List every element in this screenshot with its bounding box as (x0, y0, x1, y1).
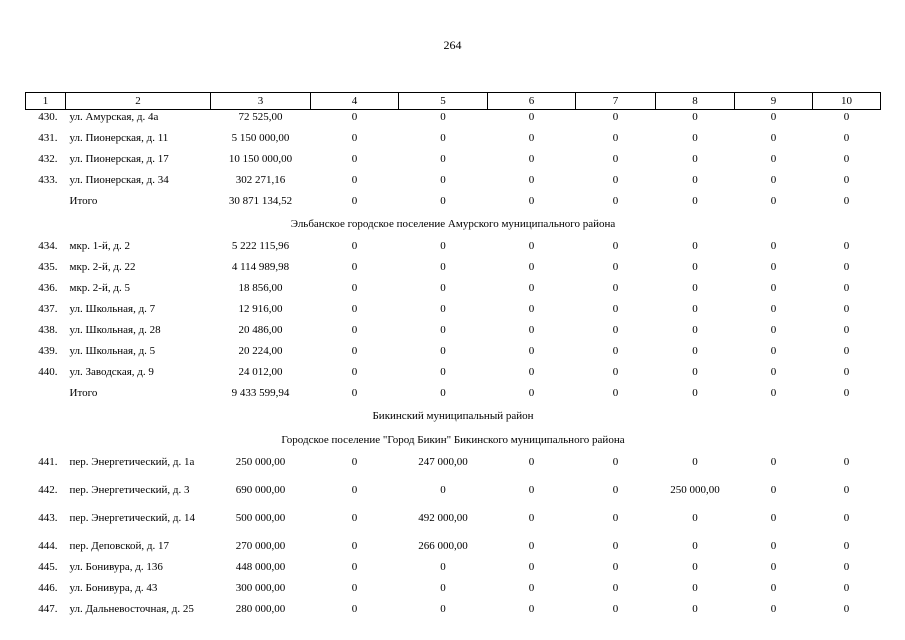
row-number: 439. (38, 345, 58, 357)
address: мкр. 2-й, д. 22 (69, 261, 136, 273)
col-7-value: 0 (612, 540, 619, 552)
table-row (26, 344, 881, 365)
amount: 302 271,16 (235, 174, 286, 186)
col-5-value: 0 (440, 484, 446, 496)
col-5-value: 0 (440, 582, 446, 594)
col-8-value: 0 (692, 261, 698, 273)
col-6-value: 0 (528, 195, 535, 207)
row-number: 432. (38, 153, 58, 165)
col-7-value: 0 (612, 512, 619, 524)
column-header: 6 (488, 93, 576, 110)
col-7-value: 0 (612, 153, 619, 165)
col-8-value: 0 (692, 153, 698, 165)
table-row (26, 539, 881, 560)
row-number (26, 386, 66, 407)
col-8-value: 0 (692, 345, 698, 357)
row-number: 431. (38, 132, 58, 144)
row-number: 440. (38, 366, 58, 378)
amount: 30 871 134,52 (228, 195, 293, 207)
col-6-value: 0 (528, 484, 535, 496)
table-row (26, 194, 881, 215)
col-9-value: 0 (770, 240, 777, 252)
row-number (26, 194, 66, 215)
table-row (26, 323, 881, 344)
col-5-value: 0 (440, 195, 446, 207)
col-10-value: 0 (843, 111, 850, 123)
col-5-value: 492 000,00 (418, 512, 468, 524)
col-10-value: 0 (843, 261, 850, 273)
table-row (26, 386, 881, 407)
row-number: 434. (38, 240, 58, 252)
amount: 20 486,00 (238, 324, 283, 336)
table-row (26, 483, 881, 511)
col-4-value: 0 (351, 261, 358, 273)
column-header: 1 (26, 93, 66, 110)
row-number: 446. (38, 582, 58, 594)
col-4-value: 0 (351, 456, 358, 468)
col-8-value: 0 (692, 132, 698, 144)
address: ул. Бонивура, д. 43 (69, 582, 158, 594)
col-4-value: 0 (351, 174, 358, 186)
col-9-value: 0 (770, 282, 777, 294)
col-5-value: 0 (440, 132, 446, 144)
column-header: 5 (399, 93, 488, 110)
row-number: 441. (38, 456, 58, 468)
table-row (26, 131, 881, 152)
col-8-value: 0 (692, 561, 698, 573)
col-6-value: 0 (528, 282, 535, 294)
table-row (26, 511, 881, 539)
table-row (26, 455, 881, 483)
col-9-value: 0 (770, 132, 777, 144)
row-number: 444. (38, 540, 58, 552)
col-4-value: 0 (351, 324, 358, 336)
col-4-value: 0 (351, 111, 358, 123)
address: Итого (69, 195, 98, 207)
col-5-value: 0 (440, 324, 446, 336)
col-10-value: 0 (843, 174, 850, 186)
column-header: 4 (311, 93, 399, 110)
col-6-value: 0 (528, 456, 535, 468)
address: ул. Школьная, д. 5 (69, 345, 156, 357)
table-body (26, 110, 881, 631)
table-row (26, 260, 881, 281)
amount: 24 012,00 (238, 366, 283, 378)
col-10-value: 0 (843, 153, 850, 165)
col-6-value: 0 (528, 512, 535, 524)
amount: 5 150 000,00 (231, 132, 290, 144)
col-4-value: 0 (351, 132, 358, 144)
table-row (26, 560, 881, 581)
amount: 300 000,00 (235, 582, 286, 594)
address: пер. Энергетический, д. 3 (69, 484, 190, 496)
col-6-value: 0 (528, 345, 535, 357)
col-10-value: 0 (843, 324, 850, 336)
col-10-value: 0 (843, 512, 850, 524)
col-5-value: 0 (440, 345, 446, 357)
address: ул. Пионерская, д. 11 (69, 132, 169, 144)
row-number: 430. (38, 111, 58, 123)
col-4-value: 0 (351, 240, 358, 252)
row-number: 435. (38, 261, 58, 273)
col-8-value: 250 000,00 (670, 484, 720, 496)
col-10-value: 0 (843, 456, 850, 468)
col-9-value: 0 (770, 261, 777, 273)
column-header: 7 (576, 93, 656, 110)
col-8-value: 0 (692, 603, 698, 615)
section-heading-row (26, 407, 881, 431)
column-header: 8 (656, 93, 735, 110)
col-4-value: 0 (351, 303, 358, 315)
column-header: 10 (813, 93, 881, 110)
col-7-value: 0 (612, 261, 619, 273)
col-4-value: 0 (351, 603, 358, 615)
col-10-value: 0 (843, 561, 850, 573)
address: пер. Энергетический, д. 1а (69, 456, 195, 468)
column-header: 2 (66, 93, 211, 110)
col-5-value: 0 (440, 282, 446, 294)
col-9-value: 0 (770, 153, 777, 165)
col-10-value: 0 (843, 540, 850, 552)
col-8-value: 0 (692, 582, 698, 594)
col-7-value: 0 (612, 603, 619, 615)
col-4-value: 0 (351, 345, 358, 357)
col-4-value: 0 (351, 366, 358, 378)
data-table (25, 92, 881, 630)
address: пер. Энергетический, д. 14 (69, 512, 196, 524)
section-heading: Бикинский муниципальный район (372, 410, 534, 422)
page-number: 264 (443, 38, 462, 52)
address: мкр. 2-й, д. 5 (69, 282, 130, 294)
col-5-value: 0 (440, 303, 446, 315)
col-7-value: 0 (612, 174, 619, 186)
col-7-value: 0 (612, 387, 619, 399)
col-5-value: 0 (440, 366, 446, 378)
col-9-value: 0 (770, 345, 777, 357)
row-number: 443. (38, 512, 58, 524)
col-10-value: 0 (843, 582, 850, 594)
col-6-value: 0 (528, 387, 535, 399)
table-row (26, 110, 881, 132)
col-8-value: 0 (692, 282, 698, 294)
row-number: 447. (38, 603, 58, 615)
col-6-value: 0 (528, 324, 535, 336)
col-4-value: 0 (351, 387, 358, 399)
section-heading: Эльбанское городское поселение Амурского муниципального района (290, 218, 616, 230)
col-9-value: 0 (770, 387, 777, 399)
address: ул. Школьная, д. 28 (69, 324, 161, 336)
col-9-value: 0 (770, 484, 777, 496)
col-4-value: 0 (351, 561, 358, 573)
table-row (26, 302, 881, 323)
col-7-value: 0 (612, 484, 619, 496)
amount: 280 000,00 (235, 603, 286, 615)
col-9-value: 0 (770, 174, 777, 186)
amount: 5 222 115,96 (231, 240, 290, 252)
col-6-value: 0 (528, 603, 535, 615)
col-6-value: 0 (528, 111, 535, 123)
col-5-value: 266 000,00 (418, 540, 468, 552)
col-9-value: 0 (770, 540, 777, 552)
col-8-value: 0 (692, 303, 698, 315)
section-heading: Городское поселение "Город Бикин" Бикинского муниципального района (281, 434, 625, 446)
col-8-value: 0 (692, 111, 698, 123)
col-4-value: 0 (351, 540, 358, 552)
address: ул. Бонивура, д. 136 (69, 561, 163, 573)
col-9-value: 0 (770, 111, 777, 123)
col-9-value: 0 (770, 324, 777, 336)
col-10-value: 0 (843, 345, 850, 357)
address: пер. Деповской, д. 17 (69, 540, 169, 552)
col-5-value: 0 (440, 153, 446, 165)
row-number: 437. (38, 303, 58, 315)
col-4-value: 0 (351, 282, 358, 294)
address: ул. Пионерская, д. 34 (69, 174, 169, 186)
amount: 12 916,00 (238, 303, 283, 315)
table-row (26, 581, 881, 602)
col-10-value: 0 (843, 282, 850, 294)
col-4-value: 0 (351, 582, 358, 594)
col-6-value: 0 (528, 153, 535, 165)
row-number: 442. (38, 484, 58, 496)
col-9-value: 0 (770, 195, 777, 207)
amount: 20 224,00 (238, 345, 283, 357)
col-6-value: 0 (528, 132, 535, 144)
col-6-value: 0 (528, 240, 535, 252)
column-header: 3 (211, 93, 311, 110)
section-heading-row (26, 215, 881, 239)
col-10-value: 0 (843, 387, 850, 399)
col-7-value: 0 (612, 195, 619, 207)
col-8-value: 0 (692, 324, 698, 336)
col-4-value: 0 (351, 153, 358, 165)
col-7-value: 0 (612, 456, 619, 468)
col-5-value: 0 (440, 261, 446, 273)
section-heading-row (26, 431, 881, 455)
col-8-value: 0 (692, 366, 698, 378)
col-6-value: 0 (528, 540, 535, 552)
col-7-value: 0 (612, 345, 619, 357)
col-8-value: 0 (692, 195, 698, 207)
address: ул. Пионерская, д. 17 (69, 153, 169, 165)
col-5-value: 0 (440, 111, 446, 123)
col-7-value: 0 (612, 111, 619, 123)
col-7-value: 0 (612, 240, 619, 252)
address: ул. Школьная, д. 7 (69, 303, 156, 315)
col-7-value: 0 (612, 282, 619, 294)
row-number: 438. (38, 324, 58, 336)
table-row (26, 173, 881, 194)
col-5-value: 0 (440, 561, 446, 573)
col-9-value: 0 (770, 366, 777, 378)
table-row (26, 602, 881, 630)
col-7-value: 0 (612, 132, 619, 144)
col-7-value: 0 (612, 324, 619, 336)
col-7-value: 0 (612, 561, 619, 573)
amount: 4 114 989,98 (231, 261, 290, 273)
col-10-value: 0 (843, 303, 850, 315)
col-6-value: 0 (528, 582, 535, 594)
amount: 270 000,00 (235, 540, 286, 552)
col-10-value: 0 (843, 366, 850, 378)
col-10-value: 0 (843, 484, 850, 496)
table-row (26, 239, 881, 260)
col-9-value: 0 (770, 303, 777, 315)
col-5-value: 0 (440, 240, 446, 252)
amount: 690 000,00 (235, 484, 286, 496)
col-7-value: 0 (612, 303, 619, 315)
row-number: 445. (38, 561, 58, 573)
col-7-value: 0 (612, 582, 619, 594)
row-number: 433. (38, 174, 58, 186)
address: Итого (69, 387, 98, 399)
col-10-value: 0 (843, 195, 850, 207)
col-4-value: 0 (351, 512, 358, 524)
col-7-value: 0 (612, 366, 619, 378)
table-row (26, 152, 881, 173)
col-10-value: 0 (843, 603, 850, 615)
col-8-value: 0 (692, 456, 698, 468)
header-row (26, 93, 881, 110)
col-4-value: 0 (351, 195, 358, 207)
col-8-value: 0 (692, 540, 698, 552)
col-6-value: 0 (528, 261, 535, 273)
col-6-value: 0 (528, 174, 535, 186)
col-9-value: 0 (770, 582, 777, 594)
amount: 10 150 000,00 (228, 153, 293, 165)
col-8-value: 0 (692, 240, 698, 252)
amount: 9 433 599,94 (231, 387, 290, 399)
col-5-value: 247 000,00 (418, 456, 468, 468)
col-8-value: 0 (692, 512, 698, 524)
col-9-value: 0 (770, 561, 777, 573)
table-row (26, 281, 881, 302)
amount: 448 000,00 (235, 561, 286, 573)
col-8-value: 0 (692, 387, 698, 399)
col-9-value: 0 (770, 512, 777, 524)
address: мкр. 1-й, д. 2 (69, 240, 130, 252)
column-header: 9 (735, 93, 813, 110)
amount: 18 856,00 (238, 282, 283, 294)
col-5-value: 0 (440, 174, 446, 186)
table-row (26, 365, 881, 386)
col-10-value: 0 (843, 240, 850, 252)
col-8-value: 0 (692, 174, 698, 186)
address: ул. Амурская, д. 4а (69, 111, 159, 123)
amount: 500 000,00 (235, 512, 286, 524)
address: ул. Заводская, д. 9 (69, 366, 154, 378)
col-6-value: 0 (528, 303, 535, 315)
col-9-value: 0 (770, 456, 777, 468)
amount: 250 000,00 (235, 456, 286, 468)
col-6-value: 0 (528, 561, 535, 573)
col-4-value: 0 (351, 484, 358, 496)
col-5-value: 0 (440, 603, 446, 615)
amount: 72 525,00 (238, 111, 283, 123)
col-5-value: 0 (440, 387, 446, 399)
col-9-value: 0 (770, 603, 777, 615)
row-number: 436. (38, 282, 58, 294)
col-10-value: 0 (843, 132, 850, 144)
address: ул. Дальневосточная, д. 25 (69, 603, 194, 615)
col-6-value: 0 (528, 366, 535, 378)
